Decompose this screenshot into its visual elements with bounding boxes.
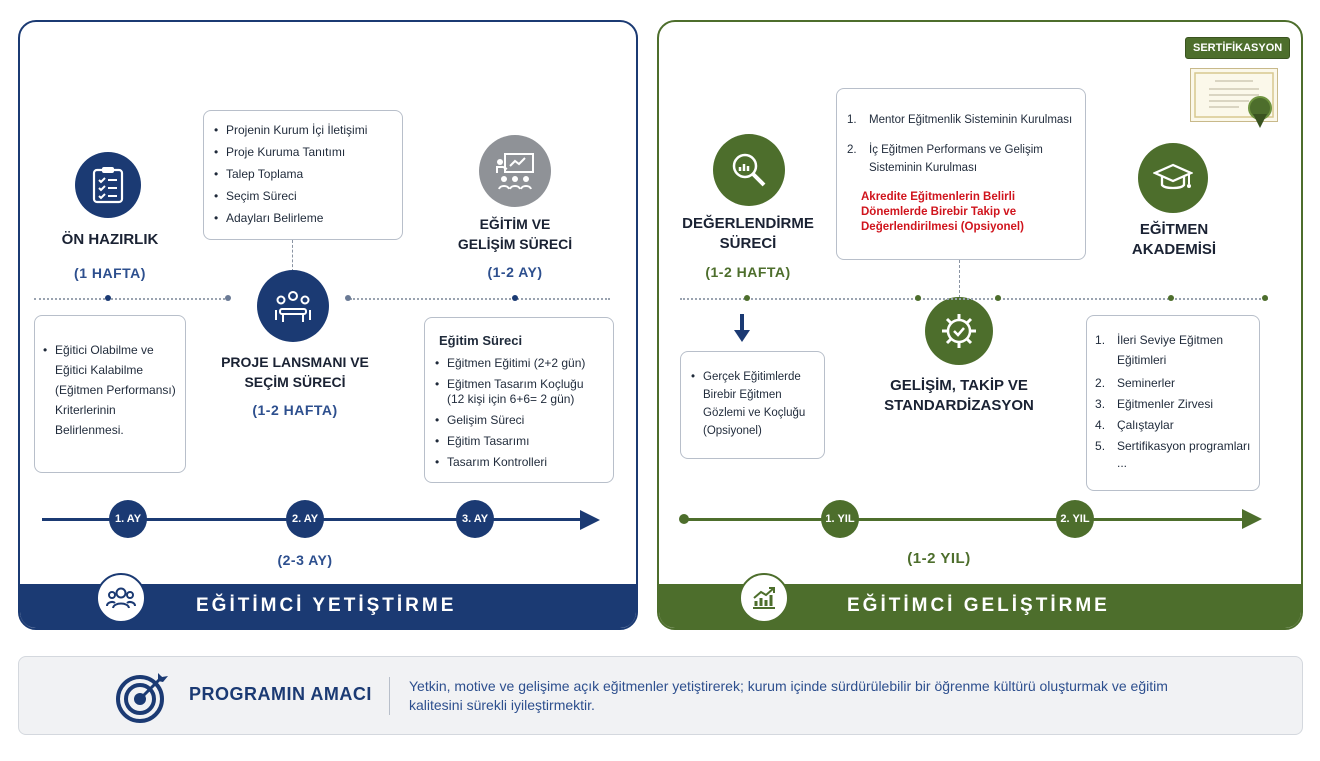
presentation-icon: [479, 135, 551, 207]
dotted-line: [680, 298, 1268, 300]
stage-duration-evaluation: (1-2 HAFTA): [705, 264, 791, 280]
list-item: • Talep Toplama: [214, 167, 392, 182]
gear-check-icon: [925, 297, 993, 365]
list-item: Sertifikasyon programları: [1117, 439, 1251, 453]
list-item: Mentor Eğitmenlik Sisteminin Kurulması: [869, 114, 1073, 126]
purpose-title: PROGRAMIN AMACI: [189, 684, 372, 704]
meeting-icon: [257, 270, 329, 342]
list-item: Çalıştaylar: [1117, 418, 1174, 432]
timeline-dot: [915, 295, 921, 301]
checklist-icon: [75, 152, 141, 218]
timeline-dot: [1168, 295, 1174, 301]
academy-box: [1086, 315, 1260, 491]
timeline-dot: [225, 295, 231, 301]
list-item: • Adayları Belirleme: [214, 211, 392, 226]
timeline-label: 3. AY: [456, 500, 494, 538]
title-line: DEĞERLENDİRME: [682, 215, 814, 232]
box-title: Eğitim Süreci: [439, 333, 523, 348]
launch-items-box: [203, 110, 403, 240]
training-process-box: [424, 317, 614, 483]
timeline-label: 1. YIL: [821, 500, 859, 538]
program-purpose-bar: [18, 656, 1303, 735]
evaluation-box: [680, 351, 825, 459]
highlight-text: Akredite Eğitmenlerin Belirli Dönemlerde Birebir Takip ve Değerlendirilmesi (Opsiyonel): [861, 191, 1024, 233]
connector: [292, 240, 293, 272]
title-line: SÜRECİ: [719, 235, 777, 252]
stage-duration-prep: (1 HAFTA): [74, 265, 146, 281]
panel-title: EĞİTİMCİ YETİŞTİRME: [196, 595, 457, 616]
stage-title-academy: [1099, 220, 1249, 260]
timeline-dot: [1262, 295, 1268, 301]
title-line: EĞİTİM VE: [479, 216, 551, 232]
timeline-dot: [995, 295, 1001, 301]
list-item: • Eğitici Olabilme ve Eğitici Kalabilme (Eğitmen Performansı) Kriterlerinin Belirlenmesi.: [43, 340, 177, 440]
list-item: Seminerler: [1117, 376, 1176, 390]
timeline-dot: [512, 295, 518, 301]
ellipsis: ...: [1117, 456, 1128, 470]
list-item: İç Eğitmen Performans ve Gelişim Sisteminin Kurulması: [869, 144, 1043, 174]
dotted-line: [350, 298, 610, 300]
prep-criteria-box: [34, 315, 186, 473]
egitimci-yetistirme-panel: [18, 20, 638, 630]
connector: [959, 260, 960, 298]
timeline-label: 1. AY: [109, 500, 147, 538]
divider: [389, 677, 390, 715]
list-item: • Gerçek Eğitimlerde Birebir Eğitmen Gözlemi ve Koçluğu (Opsiyonel): [691, 368, 816, 440]
stage-title-development: [874, 376, 1044, 416]
panel-title: EĞİTİMCİ GELİŞTİRME: [847, 595, 1110, 616]
target-icon: [114, 669, 170, 730]
title-line: GELİŞİM SÜRECİ: [457, 236, 573, 252]
panel-footer: [659, 584, 1301, 628]
certification-badge: SERTİFİKASYON: [1185, 37, 1290, 59]
list-item: • Gelişim Süreci: [435, 413, 603, 428]
title-line: GELİŞİM, TAKİP VE: [890, 377, 1028, 394]
timeline-arrowhead: [580, 510, 600, 530]
purpose-text: Yetkin, motive ve gelişime açık eğitmenler yetiştirerek; kurum içinde sürdürülebilir bir öğrenme kültürü oluşturmak ve eğitim kalitesini sürekli iyileştirmektir.: [409, 678, 1168, 713]
magnifier-chart-icon: [713, 134, 785, 206]
timeline-dot: [744, 295, 750, 301]
list-item: • Seçim Süreci: [214, 189, 392, 204]
timeline-label: 2. YIL: [1056, 500, 1094, 538]
list-item: • Eğitim Tasarımı: [435, 434, 603, 449]
timeline-total: (1-2 YIL): [907, 550, 971, 567]
dotted-line: [34, 298, 229, 300]
timeline-total: (2-3 AY): [277, 552, 333, 568]
timeline-dot: [105, 295, 111, 301]
list-item: • Proje Kuruma Tanıtımı: [214, 145, 392, 160]
graduation-cap-icon: [1138, 143, 1208, 213]
panel-footer: [20, 584, 636, 628]
title-line: STANDARDİZASYON: [884, 397, 1034, 414]
development-box: [836, 88, 1086, 260]
stage-duration-training: (1-2 AY): [487, 264, 543, 280]
list-item: Eğitmenler Zirvesi: [1117, 397, 1214, 411]
title-line: AKADEMİSİ: [1131, 241, 1217, 258]
stage-title-evaluation: [673, 214, 823, 254]
list-item: • Projenin Kurum İçi İletişimi: [214, 123, 392, 138]
timeline-dot: [345, 295, 351, 301]
stage-title-prep: ÖN HAZIRLIK: [61, 231, 159, 248]
list-item: • Eğitmen Eğitimi (2+2 gün): [435, 356, 603, 371]
timeline-axis: [684, 518, 1244, 521]
down-arrow-head: [734, 330, 750, 342]
growth-chart-icon: [739, 573, 789, 623]
stage-duration-launch: (1-2 HAFTA): [252, 402, 338, 418]
title-line: EĞİTMEN: [1139, 221, 1209, 238]
title-line: SEÇİM SÜRECİ: [244, 374, 346, 390]
timeline-arrowhead: [1242, 509, 1262, 529]
title-line: PROJE LANSMANI VE: [221, 354, 369, 370]
team-icon: [96, 573, 146, 623]
seal-ribbon: [1253, 114, 1267, 128]
stage-title-launch: [210, 352, 380, 392]
list-item: • Tasarım Kontrolleri: [435, 455, 603, 470]
timeline-label: 2. AY: [286, 500, 324, 538]
list-item: • Eğitmen Tasarım Koçluğu (12 kişi için 6+6= 2 gün): [435, 377, 603, 407]
stage-title-training: [440, 214, 590, 254]
list-item: İleri Seviye Eğitmen Eğitimleri: [1117, 333, 1224, 367]
